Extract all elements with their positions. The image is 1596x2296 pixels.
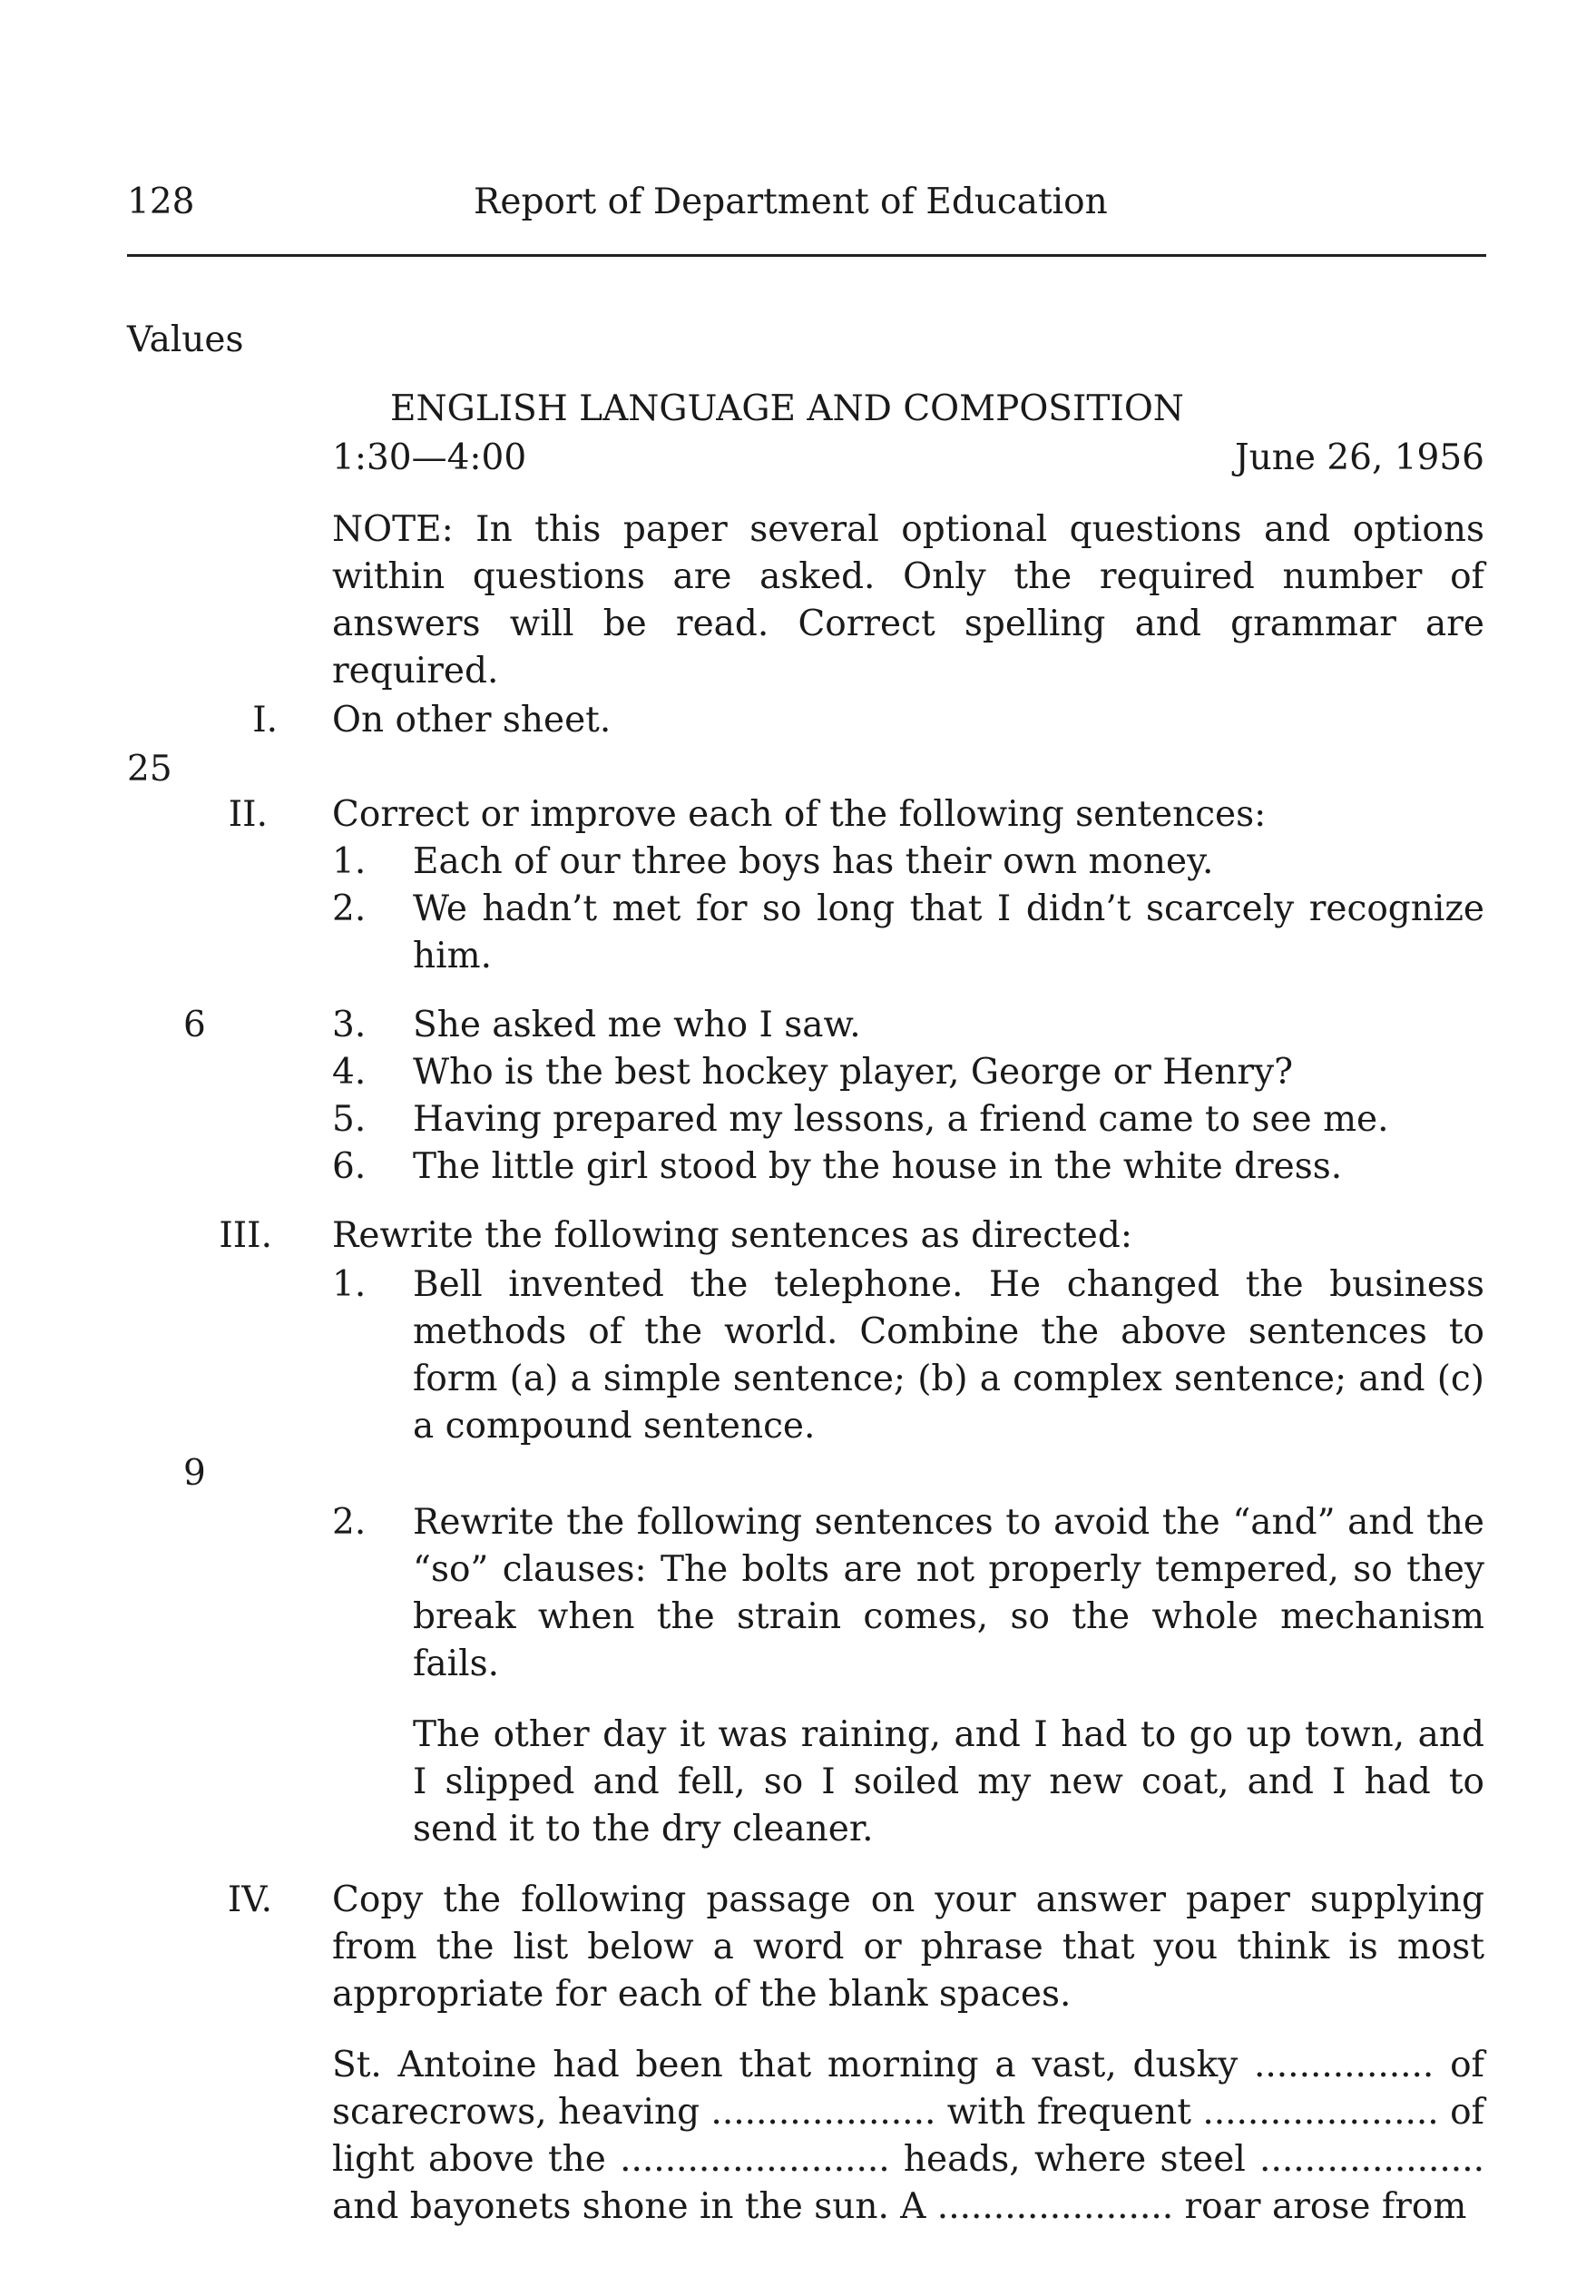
question-3-numeral: III.	[219, 1215, 272, 1256]
question-2-item-1: Each of our three boys has their own money.	[413, 841, 1214, 882]
exam-note: NOTE: In this paper several optional questions and options within questions are asked. Only the required number of answers will be read. Correct spelling and grammar are required.	[332, 509, 1484, 692]
question-2-item-1-number: 1.	[332, 841, 367, 882]
question-3-item-1: Bell invented the telephone. He changed the business methods of the world. Combine the above sentences to form (a) a simple sentence; (b) a complex sentence; and (c) a compound sentence.	[413, 1264, 1484, 1447]
question-2-item-4: Who is the best hockey player, George or Henry?	[413, 1052, 1294, 1093]
question-1-numeral: I.	[252, 700, 278, 741]
question-4-text: Copy the following passage on your answer paper supplying from the list below a word or phrase that you think is most appropriate for each of the blank spaces.	[332, 1879, 1484, 2015]
question-3-extra-sentences: The other day it was raining, and I had to go up town, and I slipped and fell, so I soiled my new coat, and I had to send it to the dry cleaner.	[413, 1714, 1484, 1850]
question-2-item-6: The little girl stood by the house in the white dress.	[413, 1146, 1343, 1187]
value-marks-6: 6	[183, 1005, 206, 1045]
question-2-numeral: II.	[228, 794, 268, 835]
value-marks-9: 9	[183, 1453, 206, 1494]
exam-title: ENGLISH LANGUAGE AND COMPOSITION	[390, 388, 1184, 429]
question-3-text: Rewrite the following sentences as directed:	[332, 1215, 1132, 1256]
value-marks-25: 25	[127, 749, 172, 790]
exam-date: June 26, 1956	[1234, 437, 1484, 478]
question-2-item-5-number: 5.	[332, 1099, 367, 1140]
question-4-passage: St. Antoine had been that morning a vast, dusky ................ of scarecrows, heaving .................... with frequent ..................... of light above the ........................ heads, where steel .................... and bayonets shone in the sun. A ..................... roar arose from	[332, 2045, 1484, 2227]
question-4-numeral: IV.	[227, 1879, 272, 1920]
running-title: Report of Department of Education	[474, 182, 1108, 222]
question-2-item-4-number: 4.	[332, 1052, 367, 1093]
question-2-item-2-number: 2.	[332, 888, 367, 929]
header-rule	[127, 254, 1486, 257]
exam-time: 1:30—4:00	[332, 437, 527, 478]
page-number: 128	[127, 182, 195, 222]
question-2-text: Correct or improve each of the following sentences:	[332, 794, 1267, 835]
question-2-item-3: She asked me who I saw.	[413, 1005, 861, 1045]
values-label: Values	[127, 319, 244, 360]
question-3-item-2: Rewrite the following sentences to avoid the “and” and the “so” clauses: The bolts are not properly tempered, so they break when the strain comes, so the whole mechanism fails.	[413, 1502, 1484, 1684]
question-1-text: On other sheet.	[332, 700, 612, 741]
question-2-item-2: We hadn’t met for so long that I didn’t scarcely recognize him.	[413, 888, 1484, 976]
question-3-item-2-number: 2.	[332, 1502, 367, 1543]
question-2-item-3-number: 3.	[332, 1005, 367, 1045]
question-2-item-5: Having prepared my lessons, a friend came to see me.	[413, 1099, 1389, 1140]
question-2-item-6-number: 6.	[332, 1146, 367, 1187]
question-3-item-1-number: 1.	[332, 1264, 367, 1305]
